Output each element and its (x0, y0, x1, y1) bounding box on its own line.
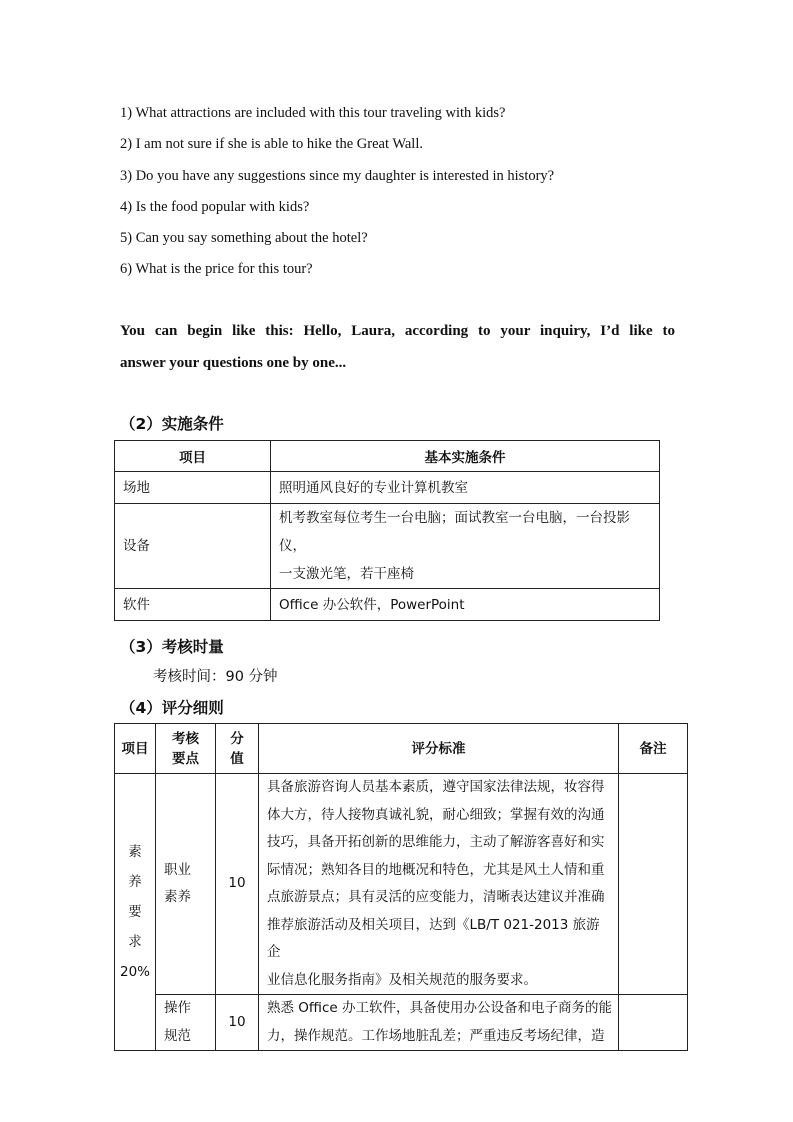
conditions-value-line: 一支激光笔，若干座椅 (279, 566, 414, 582)
table-row (115, 504, 660, 589)
score-cell: 10 (216, 995, 259, 1051)
question-1: 1) What attractions are included with this tour traveling with kids? (120, 105, 506, 121)
begin-instruction-line2: answer your questions one by one... (120, 355, 347, 371)
category-cell (115, 774, 156, 1051)
scoring-header-item: 项目 (115, 724, 156, 774)
conditions-header-item: 项目 (115, 441, 271, 472)
question-3: 3) Do you have any suggestions since my daughter is interested in history? (120, 168, 555, 184)
header-score-line: 值 (230, 750, 244, 767)
section-4-heading: （4）评分细则 (120, 699, 224, 717)
question-5: 5) Can you say something about the hotel? (120, 230, 368, 246)
criteria-cell (259, 774, 619, 995)
criteria-line: 业信息化服务指南》及相关规范的服务要求。 (267, 971, 537, 988)
header-point-line: 考核 (172, 730, 199, 747)
header-score-line: 分 (230, 730, 244, 747)
conditions-value: Office 办公软件，PowerPoint (271, 589, 660, 621)
point-line: 职业 (164, 861, 191, 878)
question-2: 2) I am not sure if she is able to hike the Great Wall. (120, 136, 423, 152)
criteria-line: 推荐旅游活动及相关项目，达到《LB/T 021-2013 旅游企 (267, 916, 600, 960)
scoring-table (114, 723, 688, 1051)
criteria-line: 力，操作规范。工作场地脏乱差；严重违反考场纪律，造 (267, 1027, 605, 1044)
conditions-item: 软件 (115, 589, 271, 621)
category-char: 要 (128, 904, 142, 920)
conditions-value (271, 504, 660, 589)
conditions-header-row (115, 441, 660, 472)
conditions-table (114, 440, 660, 621)
scoring-header-row (115, 724, 688, 774)
criteria-line: 点旅游景点；具有灵活的应变能力，清晰表达建议并准确 (267, 889, 605, 905)
question-4: 4) Is the food popular with kids? (120, 199, 310, 215)
point-cell (156, 995, 216, 1051)
conditions-item: 场地 (115, 472, 271, 504)
table-row (115, 472, 660, 504)
point-cell (156, 774, 216, 995)
scoring-header-criteria: 评分标准 (259, 724, 619, 774)
point-line: 操作 (164, 1000, 191, 1016)
criteria-line: 体大方，待人接物真诚礼貌，耐心细致；掌握有效的沟通 (267, 806, 605, 823)
scoring-header-score (216, 724, 259, 774)
scoring-header-point (156, 724, 216, 774)
criteria-cell (259, 995, 619, 1051)
criteria-line: 熟悉 Office 办工软件，具备使用办公设备和电子商务的能 (267, 1000, 612, 1016)
scoring-header-remark: 备注 (619, 724, 688, 774)
section-2-heading: （2）实施条件 (120, 415, 224, 433)
table-row (115, 774, 688, 995)
point-line: 规范 (164, 1027, 191, 1044)
criteria-line: 技巧，具备开拓创新的思维能力，主动了解游客喜好和实 (267, 834, 605, 850)
conditions-value: 照明通风良好的专业计算机教室 (271, 472, 660, 504)
category-weight: 20% (119, 964, 150, 980)
point-line: 素养 (164, 889, 191, 905)
question-6: 6) What is the price for this tour? (120, 261, 313, 277)
table-row (115, 995, 688, 1051)
category-char: 养 (128, 874, 142, 890)
table-row (115, 589, 660, 621)
exam-time: 考核时间：90 分钟 (153, 669, 278, 685)
criteria-line: 具备旅游咨询人员基本素质，遵守国家法律法规，妆容得 (267, 779, 605, 795)
conditions-value-line: 机考教室每位考生一台电脑；面试教室一台电脑，一台投影仪， (279, 510, 630, 554)
remark-cell (619, 774, 688, 995)
category-char: 素 (128, 844, 142, 860)
conditions-item: 设备 (115, 504, 271, 589)
criteria-line: 际情况；熟知各目的地概况和特色，尤其是风土人情和重 (267, 861, 605, 878)
begin-instruction-line1: You can begin like this: Hello, Laura, according to your inquiry, I’d like to (120, 323, 675, 339)
score-cell: 10 (216, 774, 259, 995)
remark-cell (619, 995, 688, 1051)
section-3-heading: （3）考核时量 (120, 638, 224, 656)
conditions-header-cond: 基本实施条件 (271, 441, 660, 472)
category-char: 求 (128, 934, 142, 950)
header-point-line: 要点 (172, 750, 199, 767)
